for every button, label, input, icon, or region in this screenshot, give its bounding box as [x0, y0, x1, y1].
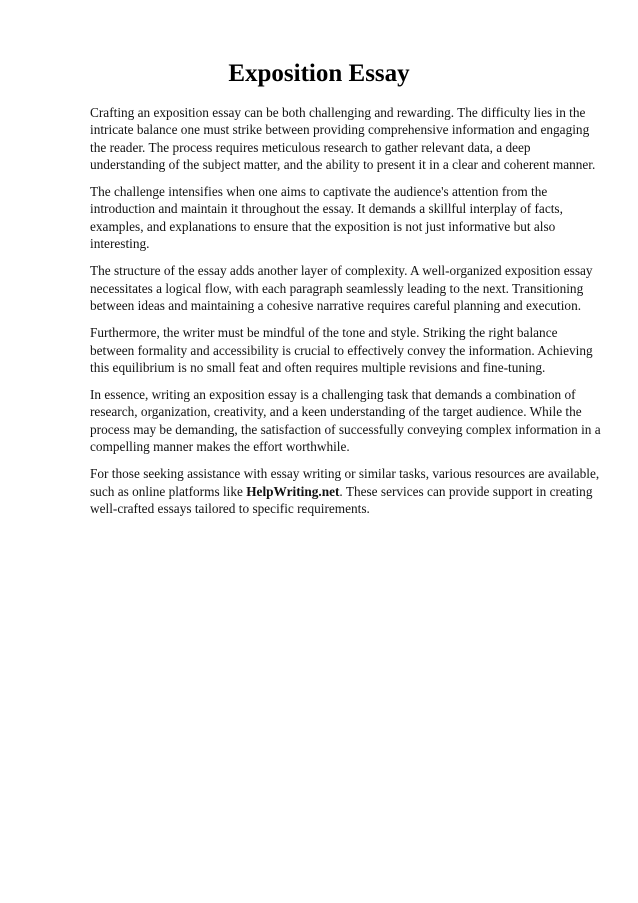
document-body — [90, 104, 602, 527]
paragraph-6 — [90, 465, 602, 517]
paragraph-4: Furthermore, the writer must be mindful of the tone and style. Striking the right balance between formality and accessibility is crucial to effectively convey the information. Achieving this equilibrium is no small feat and often requires multiple revisions and fine-tuning. — [90, 325, 593, 375]
document-title: Exposition Essay — [228, 60, 410, 87]
helpwriting-link[interactable]: HelpWriting.net — [246, 483, 340, 499]
paragraph-3: The structure of the essay adds another layer of complexity. A well-organized exposition essay necessitates a logical flow, with each paragraph seamlessly leading to the next. Transitioning between ideas and maintaining a cohesive narrative requires careful planning and execution. — [90, 263, 593, 313]
paragraph-2: The challenge intensifies when one aims to captivate the audience's attention from the introduction and maintain it throughout the essay. It demands a skillful interplay of facts, examples, and explanations to ensure that the exposition is not just informative but also interesting. — [90, 184, 563, 252]
paragraph-6-text-start: For those seeking assistance with essay writing or similar tasks, various resources are available, such as online platforms like — [90, 466, 600, 499]
paragraph-1: Crafting an exposition essay can be both challenging and rewarding. The difficulty lies in the intricate balance one must strike between providing comprehensive information and engaging the reader. The process requires meticulous research to gather relevant data, a deep understanding of the subject matter, and the ability to present it in a clear and coherent manner. — [90, 105, 596, 172]
paragraph-6-text-end: . These services can provide support in creating well-crafted essays tailored to specific requirements. — [90, 483, 593, 516]
paragraph-5: In essence, writing an exposition essay is a challenging task that demands a combination of research, organization, creativity, and a keen understanding of the target audience. While the process may be demanding, the satisfaction of successfully conveying complex information in a compelling manner makes the effort worthwhile. — [90, 387, 601, 455]
